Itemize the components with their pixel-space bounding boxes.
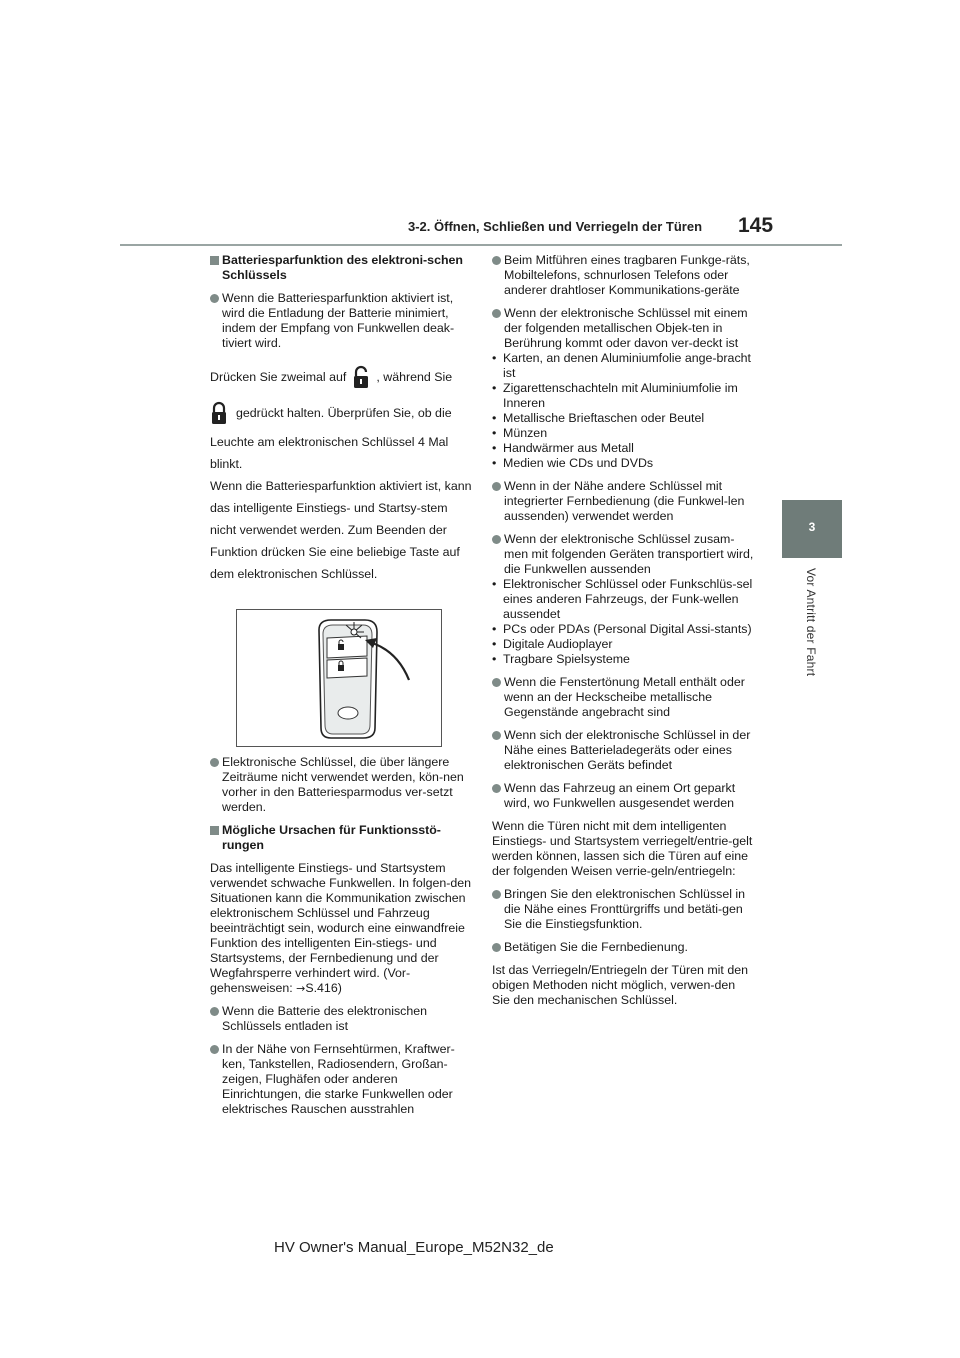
paragraph	[210, 861, 472, 996]
sub-list-item: • Handwärmer aus Metall	[492, 441, 754, 456]
paragraph-text: Das intelligente Einstiegs- und Startsystem verwendet schwache Funkwellen. In folgen-den Situationen kann die Kommunikation zwischen elektronischem Schlüssel und Fahrzeug beeinträchtigt sein, wodurch eine einwandfreie Funktion des intelligenten Ein-stiegs- und Startsystems, der Fernbedienung und der Wegfahrsperre verhindert wird. (Vor-gehensweisen:	[210, 861, 472, 995]
left-column	[210, 253, 472, 1125]
instruction-line	[210, 359, 472, 395]
sub-list-item: • Tragbare Spielsysteme	[492, 652, 754, 667]
sub-list-item: • Metallische Brieftaschen oder Beutel	[492, 411, 754, 426]
lock-icon	[210, 401, 228, 425]
reference-arrow: →	[296, 982, 306, 995]
bullet-item: Elektronische Schlüssel, die über längere Zeiträume nicht verwendet werden, kön-nen vorher in den Batteriesparmodus ver-setzt werden.	[210, 755, 472, 815]
bullet-item: Wenn die Batteriesparfunktion aktiviert ist, wird die Entladung der Batterie minimiert, indem der Empfang von Funkwellen deak-tiviert wird.	[210, 291, 472, 351]
sub-list-item: • Digitale Audioplayer	[492, 637, 754, 652]
sub-list-item: • Karten, an denen Aluminiumfolie ange-bracht ist	[492, 351, 754, 381]
sub-list	[492, 351, 754, 471]
sub-list-item: • Münzen	[492, 426, 754, 441]
bullet-item: Wenn in der Nähe andere Schlüssel mit integrierter Fernbedienung (die Funkwel-len aussenden) verwendet werden	[492, 479, 754, 524]
section-title: 3-2. Öffnen, Schließen und Verriegeln der Türen	[408, 219, 703, 234]
chapter-tab	[782, 500, 842, 558]
section-heading: Mögliche Ursachen für Funktionsstö-rungen	[210, 823, 472, 853]
bullet-item: Wenn das Fahrzeug an einem Ort geparkt wird, wo Funkwellen ausgesendet werden	[492, 781, 754, 811]
bullet-item: Bringen Sie den elektronischen Schlüssel in die Nähe eines Fronttürgriffs und betäti-gen Sie die Einstiegsfunktion.	[492, 887, 754, 932]
bullet-item: Wenn der elektronische Schlüssel zusam-men mit folgenden Geräten transportiert wird, die Funkwellen aussenden	[492, 532, 754, 577]
sub-list-item: • Medien wie CDs und DVDs	[492, 456, 754, 471]
header-divider	[120, 244, 842, 246]
sub-list-item: • PCs oder PDAs (Personal Digital Assi-stants)	[492, 622, 754, 637]
instruction-text: , während Sie	[376, 369, 453, 384]
manual-footer: HV Owner's Manual_Europe_M52N32_de	[274, 1239, 554, 1256]
sub-list	[492, 577, 754, 667]
paragraph: Wenn die Batteriesparfunktion aktiviert ist, kann das intelligente Einstiegs- und Startsy-stem nicht verwendet werden. Zum Beenden der Funktion drücken Sie eine beliebige Taste auf dem elektronischen Schlüssel.	[210, 479, 472, 581]
sub-list-item: • Elektronischer Schlüssel oder Funkschlüs-sel eines anderen Fahrzeugs, der Funk-wellen aussendet	[492, 577, 754, 622]
instruction-text: Leuchte am elektronischen Schlüssel 4 Mal blinkt.	[210, 435, 449, 471]
page-number: 145	[738, 214, 774, 237]
paragraph: Ist das Verriegeln/Entriegeln der Türen mit den obigen Methoden nicht möglich, verwen-den Sie den mechanischen Schlüssel.	[492, 963, 748, 1007]
section-heading: Batteriesparfunktion des elektroni-schen Schlüssels	[210, 253, 472, 283]
bullet-item: Betätigen Sie die Fernbedienung.	[492, 940, 754, 955]
bullet-item: Wenn sich der elektronische Schlüssel in der Nähe eines Batterieladegeräts oder eines elektronischen Geräts befindet	[492, 728, 754, 773]
bullet-item: Wenn die Fenstertönung Metall enthält oder wenn an der Heckscheibe metallische Gegenstände angebracht sind	[492, 675, 754, 720]
key-fob-icon	[237, 610, 441, 746]
bullet-item: Beim Mitführen eines tragbaren Funkge-räts, Mobiltelefons, schnurlosen Telefons oder anderer drahtloser Kommunikations-geräte	[492, 253, 754, 298]
chapter-label: Vor Antritt der Fahrt	[804, 568, 818, 677]
paragraph: Wenn die Türen nicht mit dem intelligenten Einstiegs- und Startsystem verriegelt/entrie-gelt werden können, lassen sich die Türen auf eine der folgenden Weisen verrie-geln/entriegeln:	[492, 819, 753, 878]
sub-list-item: • Zigarettenschachteln mit Aluminiumfolie im Inneren	[492, 381, 754, 411]
instruction-text: Drücken Sie zweimal auf	[210, 369, 347, 384]
bullet-item: Wenn der elektronische Schlüssel mit einem der folgenden metallischen Objek-ten in Berührung kommt oder davon ver-deckt ist	[492, 306, 754, 351]
instruction-line	[210, 395, 472, 431]
right-column	[492, 253, 754, 1016]
unlock-icon	[352, 365, 370, 389]
instruction-text: gedrückt halten. Überprüfen Sie, ob die	[236, 405, 452, 420]
chapter-number: 3	[808, 520, 816, 534]
electronic-key-illustration	[236, 609, 442, 747]
bullet-item: Wenn die Batterie des elektronischen Schlüssels entladen ist	[210, 1004, 472, 1034]
bullet-item: In der Nähe von Fernsehtürmen, Kraftwer-ken, Tankstellen, Radiosendern, Großan-zeigen, Flughäfen oder anderen Einrichtungen, die starke Funkwellen oder elektrisches Rauschen ausstrahlen	[210, 1042, 472, 1117]
page-reference: S.416)	[305, 981, 342, 995]
